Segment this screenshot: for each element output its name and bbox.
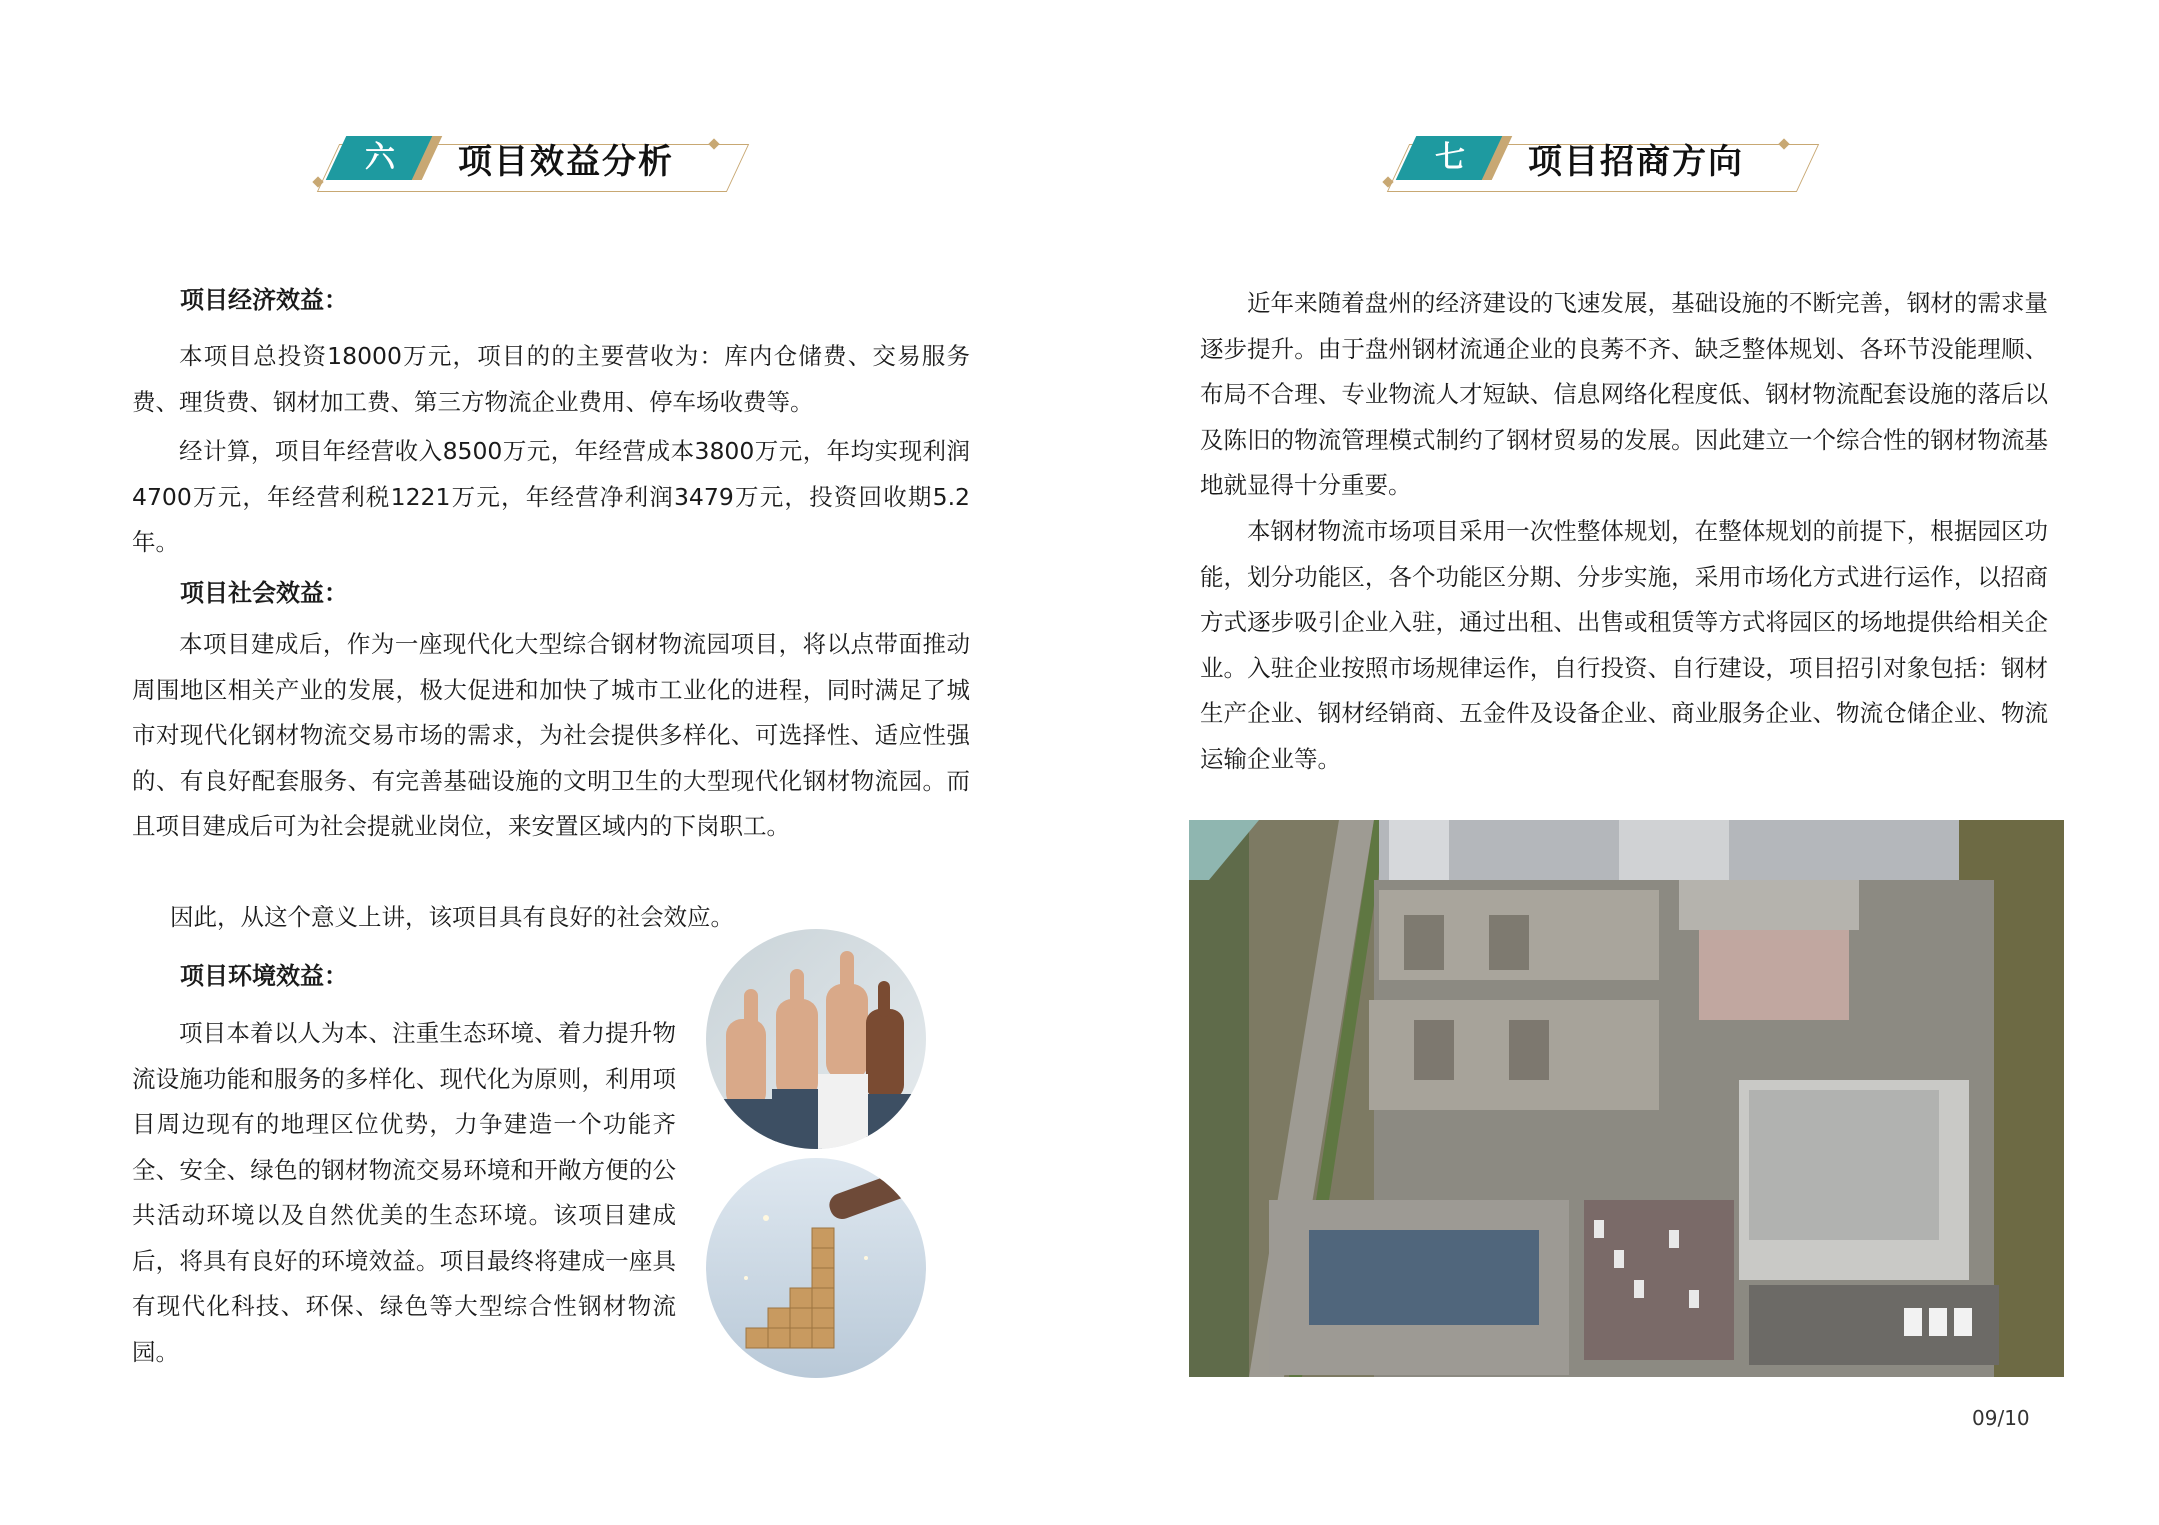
social-paragraph-2: 因此，从这个意义上讲，该项目具有良好的社会效应。: [170, 903, 734, 931]
investment-direction-paragraph-1: 近年来随着盘州的经济建设的飞速发展，基础设施的不断完善，钢材的需求量逐步提升。由于盘州钢材流通企业的良莠不齐、缺乏整体规划、各环节没能理顺、布局不合理、专业物流人才短缺、信息网络化程度低、钢材物流配套设施的落后以及陈旧的物流管理模式制约了钢材贸易的发展。因此建立一个综合性的钢材物流基地就显得十分重要。: [1200, 289, 2048, 499]
economic-heading: 项目经济效益：: [180, 286, 348, 314]
logistics-park-aerial-photo: [1189, 820, 2064, 1377]
page-number: 09/10: [1972, 1406, 2030, 1430]
section-header-seven: [1388, 136, 1808, 196]
section-number: 六: [365, 140, 395, 175]
section-title: 项目效益分析: [458, 142, 674, 182]
section-title: 项目招商方向: [1528, 142, 1744, 182]
investment-direction-paragraph-2: 本钢材物流市场项目采用一次性整体规划，在整体规划的前提下，根据园区功能，划分功能区，各个功能区分期、分步实施，采用市场化方式进行运作，以招商方式逐步吸引企业入驻，通过出租、出售或租赁等方式将园区的场地提供给相关企业。入驻企业按照市场规律运作，自行投资、自行建设，项目招引对象包括：钢材生产企业、钢材经销商、五金件及设备企业、商业服务企业、物流仓储企业、物流运输企业等。: [1200, 517, 2048, 773]
economic-paragraph-2: 经计算，项目年经营收入8500万元，年经营成本3800万元，年均实现利润4700万元，年经营利税1221万元，年经营净利润3479万元，投资回收期5.2年。: [132, 437, 970, 556]
social-heading: 项目社会效益：: [180, 579, 348, 607]
thumbs-up-photo: [706, 929, 926, 1149]
section-header-six: [318, 136, 738, 196]
economic-paragraph-1: 本项目总投资18000万元，项目的的主要营收为：库内仓储费、交易服务费、理货费、钢材加工费、第三方物流企业费用、停车场收费等。: [132, 342, 970, 416]
environment-paragraph: 项目本着以人为本、注重生态环境、着力提升物流设施功能和服务的多样化、现代化为原则，利用项目周边现有的地理区位优势，力争建造一个功能齐全、安全、绿色的钢材物流交易环境和开敞方便的公共活动环境以及自然优美的生态环境。该项目建成后，将具有良好的环境效益。项目最终将建成一座具有现代化科技、环保、绿色等大型综合性钢材物流园。: [132, 1019, 676, 1366]
social-paragraph-1: 本项目建成后，作为一座现代化大型综合钢材物流园项目，将以点带面推动周围地区相关产业的发展，极大促进和加快了城市工业化的进程，同时满足了城市对现代化钢材物流交易市场的需求，为社会提供多样化、可选择性、适应性强的、有良好配套服务、有完善基础设施的文明卫生的大型现代化钢材物流园。而且项目建成后可为社会提就业岗位，来安置区域内的下岗职工。: [132, 630, 970, 840]
environment-heading: 项目环境效益：: [180, 962, 348, 990]
section-number: 七: [1435, 140, 1465, 175]
blocks-growth-photo: [706, 1158, 926, 1378]
